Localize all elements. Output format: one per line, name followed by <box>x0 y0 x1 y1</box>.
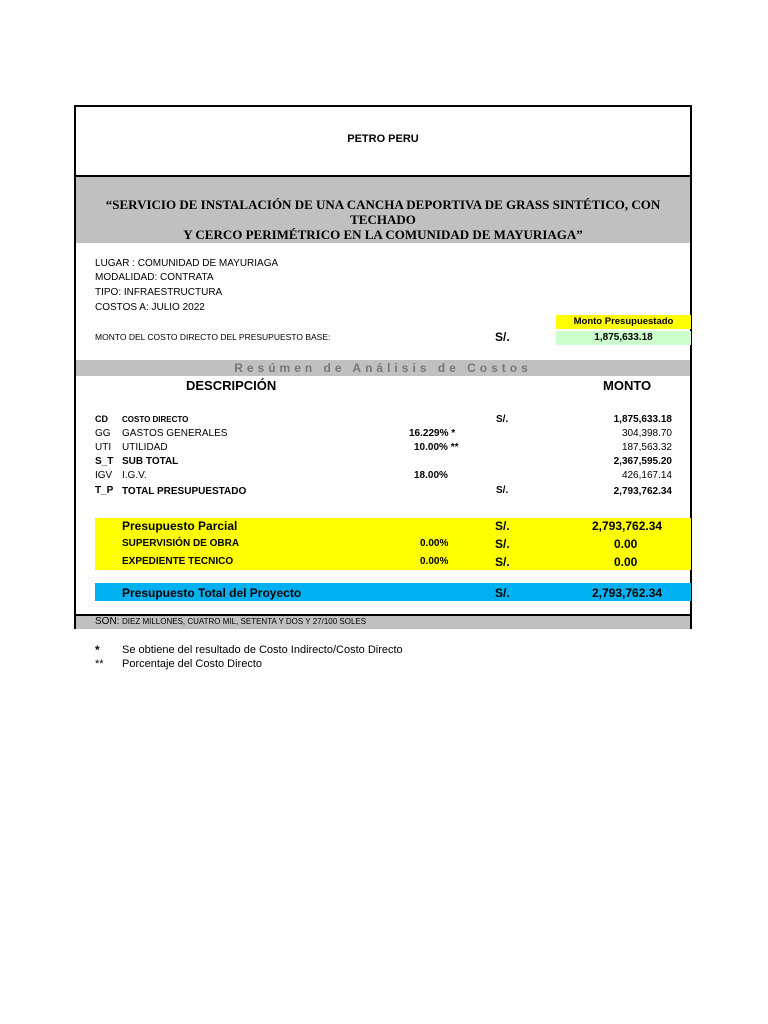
row-description: I.G.V. <box>122 470 147 481</box>
footnote-mark: * <box>95 643 100 657</box>
info-lugar: LUGAR : COMUNIDAD DE MAYURIAGA <box>95 258 279 269</box>
row-code: UTI <box>95 442 112 453</box>
row-code: GG <box>95 428 111 439</box>
row-amount: 304,398.70 <box>621 428 672 439</box>
partial-row-percentage: 0.00% <box>420 538 449 549</box>
partial-row-amount: 0.00 <box>614 537 638 551</box>
info-modalidad: MODALIDAD: CONTRATA <box>95 272 214 283</box>
row-percentage: 18.00% <box>414 470 448 481</box>
partial-row-amount: 2,793,762.34 <box>592 519 663 533</box>
partial-row-description: Presupuesto Parcial <box>122 519 238 533</box>
monto-costo-directo-label: MONTO DEL COSTO DIRECTO DEL PRESUPUESTO BASE: <box>95 332 331 342</box>
row-code: IGV <box>95 470 113 481</box>
row-amount: 1,875,633.18 <box>613 414 672 425</box>
partial-row-currency: S/. <box>495 519 510 533</box>
amount-in-words-text: DIEZ MILLONES, CUATRO MIL, SETENTA Y DOS Y 27/100 SOLES <box>122 617 367 626</box>
partial-row-description: EXPEDIENTE TECNICO <box>122 556 234 567</box>
project-title-band <box>76 175 690 243</box>
row-description: SUB TOTAL <box>122 456 179 467</box>
row-description: TOTAL PRESUPUESTADO <box>122 486 247 497</box>
row-amount: 426,167.14 <box>621 470 672 481</box>
row-code: T_P <box>95 485 114 496</box>
partial-row-currency: S/. <box>495 537 510 551</box>
resumen-title: Resúmen de Análisis de Costos <box>76 360 690 376</box>
info-tipo: TIPO: INFRAESTRUCTURA <box>95 287 223 298</box>
row-code: S_T <box>95 456 114 467</box>
project-title <box>76 197 690 242</box>
column-header-monto: MONTO <box>603 378 652 393</box>
partial-row-description: SUPERVISIÓN DE OBRA <box>122 538 240 549</box>
monto-presupuestado-value: 1,875,633.18 <box>556 331 691 345</box>
project-title-line-1: “SERVICIO DE INSTALACIÓN DE UNA CANCHA DEPORTIVA DE GRASS SINTÉTICO, CON TECHADO <box>105 197 661 227</box>
project-total-amount: 2,793,762.34 <box>592 586 663 600</box>
amount-in-words-band <box>76 614 690 629</box>
partial-row-currency: S/. <box>495 555 510 569</box>
row-percentage: 16.229% * <box>409 428 456 439</box>
row-amount: 2,793,762.34 <box>613 486 672 497</box>
row-description: UTILIDAD <box>122 442 168 453</box>
row-currency: S/. <box>496 414 509 425</box>
monto-currency: S/. <box>495 330 510 344</box>
partial-row-percentage: 0.00% <box>420 556 449 567</box>
row-description: COSTO DIRECTO <box>122 415 189 424</box>
project-total-description: Presupuesto Total del Proyecto <box>122 586 302 600</box>
row-currency: S/. <box>496 485 509 496</box>
project-title-line-2: Y CERCO PERIMÉTRICO EN LA COMUNIDAD DE MAYURIAGA” <box>183 227 583 242</box>
footnote-text: Se obtiene del resultado de Costo Indirecto/Costo Directo <box>122 644 403 656</box>
footnote-mark: ** <box>95 658 104 670</box>
company-name: PETRO PERU <box>347 133 419 145</box>
row-amount: 187,563.32 <box>621 442 672 453</box>
footnote-text: Porcentaje del Costo Directo <box>122 658 263 670</box>
row-code: CD <box>95 414 108 424</box>
info-costos: COSTOS A: JULIO 2022 <box>95 302 205 313</box>
partial-row-amount: 0.00 <box>614 555 638 569</box>
monto-presupuestado-label: Monto Presupuestado <box>556 315 691 329</box>
budget-sheet <box>74 105 692 629</box>
row-description: GASTOS GENERALES <box>122 428 228 439</box>
row-percentage: 10.00% ** <box>414 442 459 453</box>
row-amount: 2,367,595.20 <box>613 456 672 467</box>
column-header-descripcion: DESCRIPCIÓN <box>186 378 277 393</box>
amount-in-words-label: SON: <box>95 616 120 627</box>
project-total-currency: S/. <box>495 586 510 600</box>
